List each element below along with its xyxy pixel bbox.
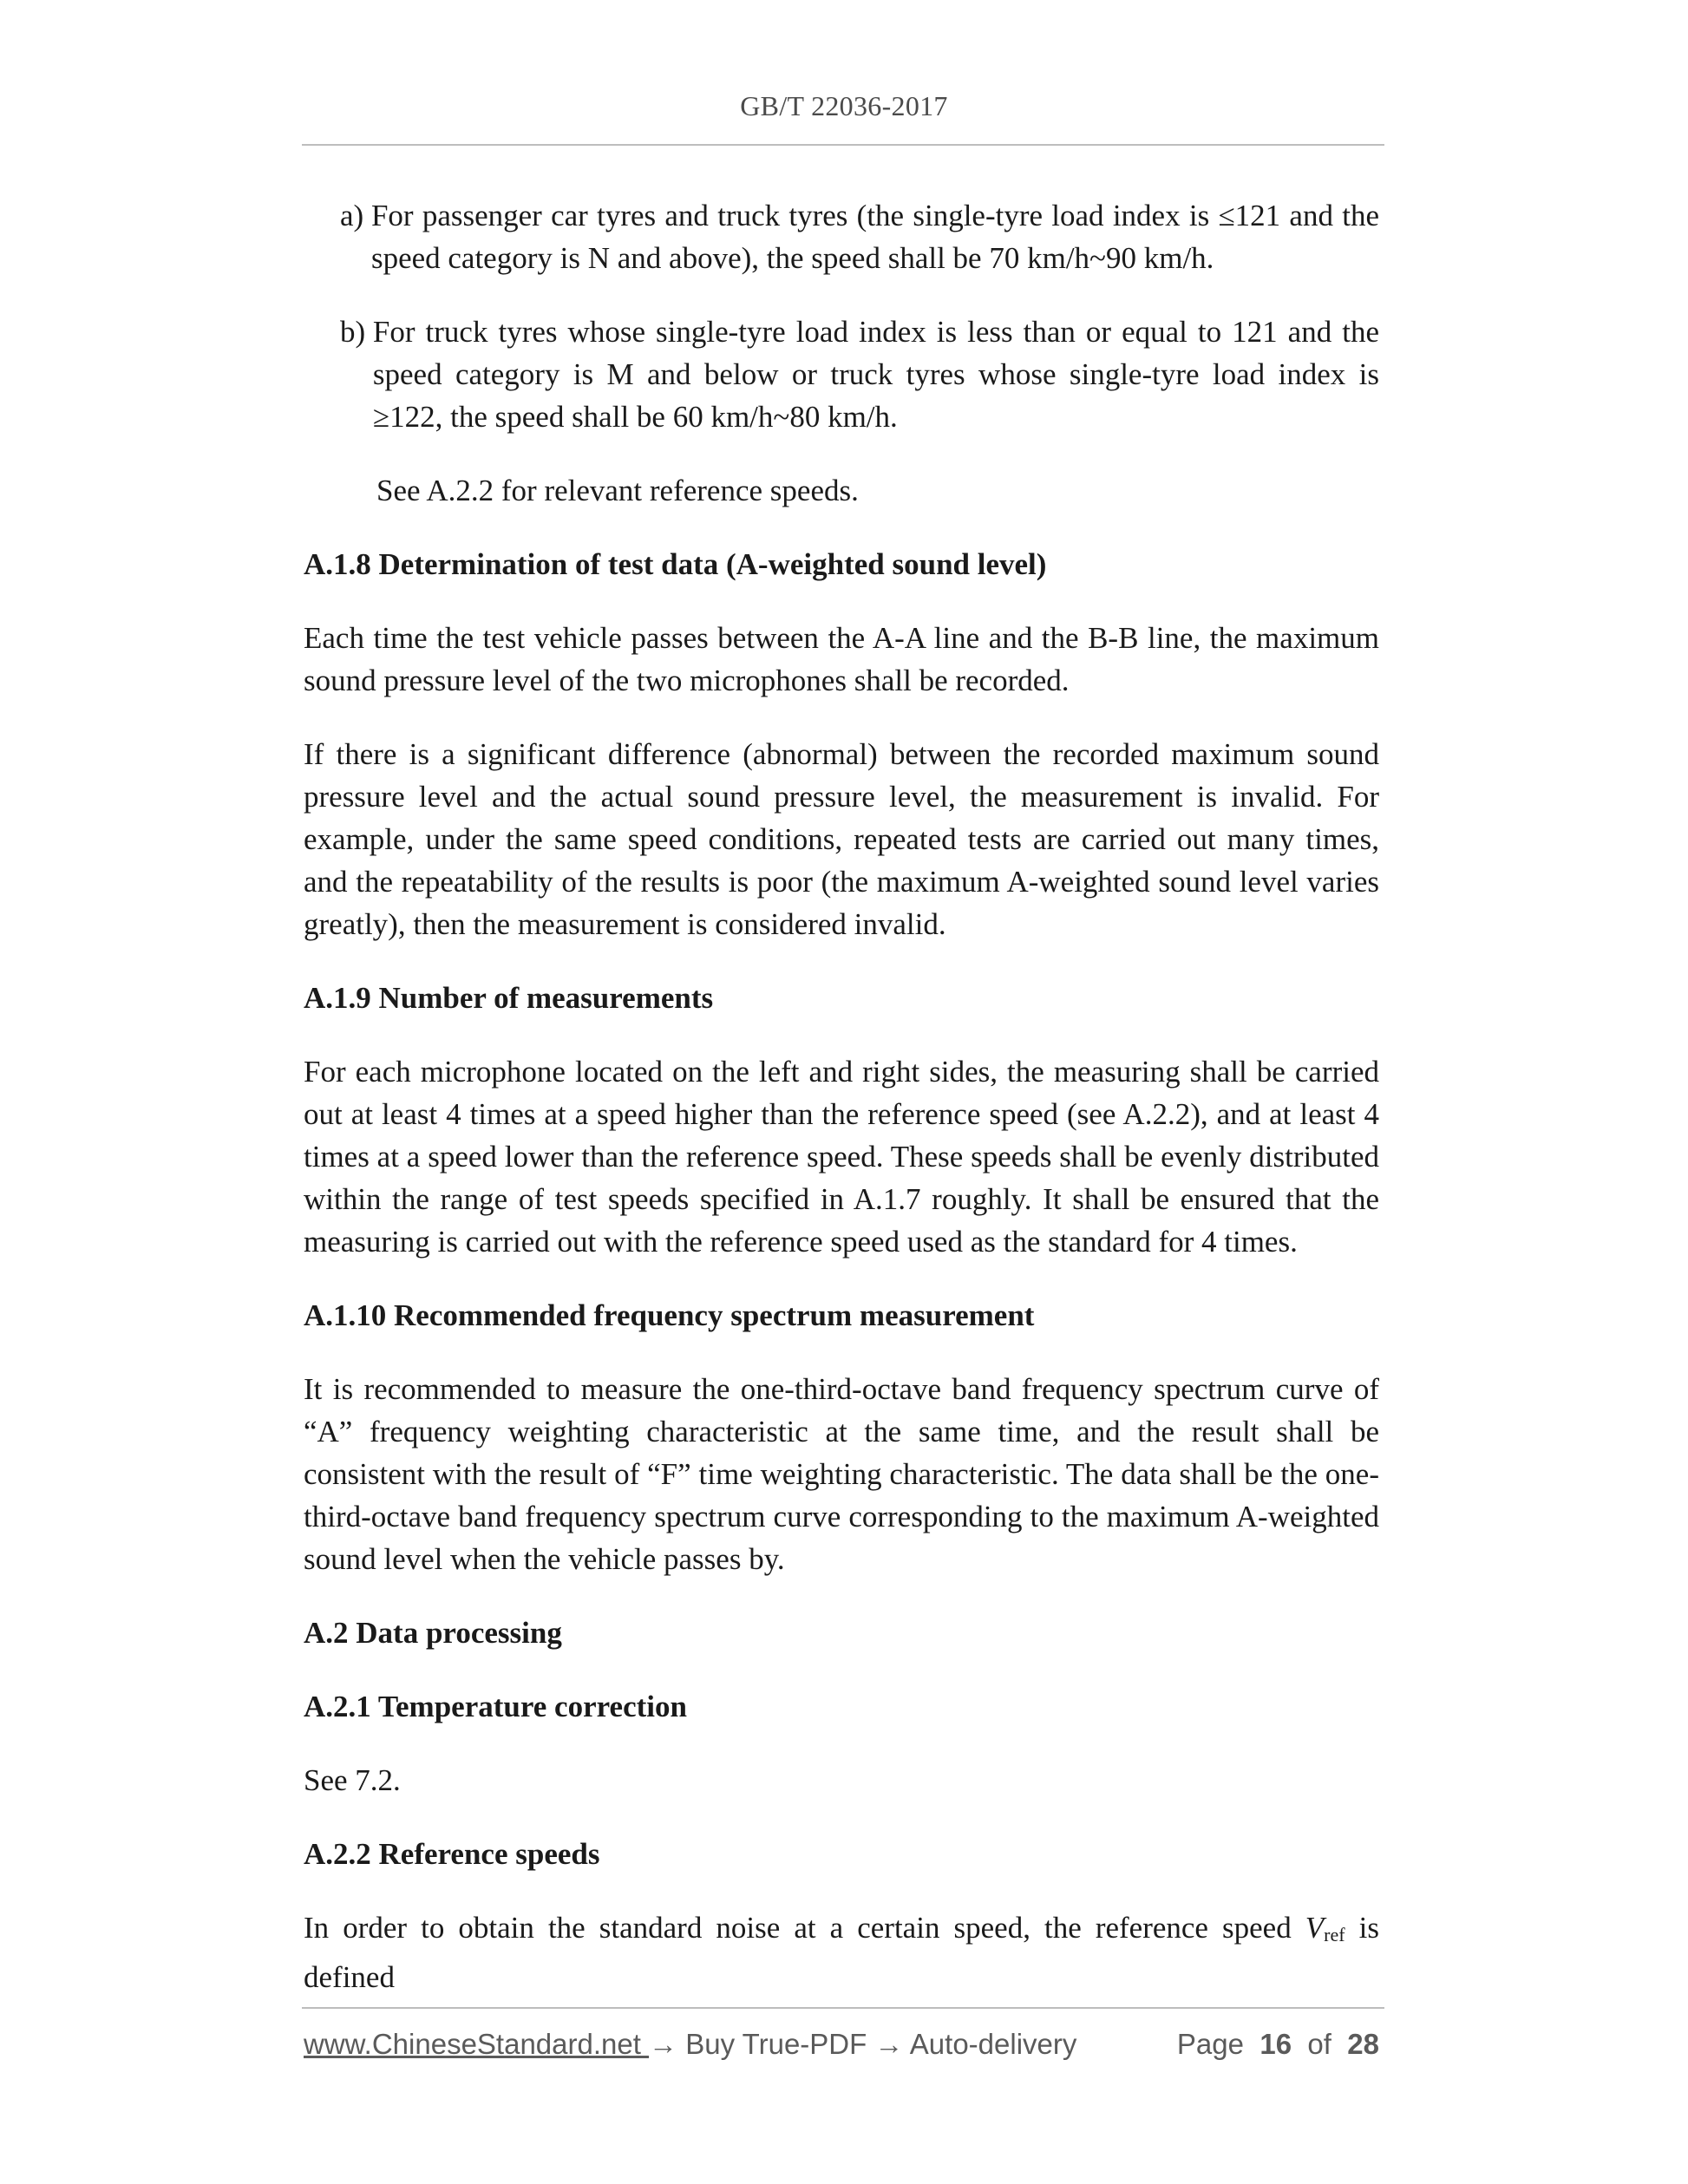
paragraph: See 7.2. (304, 1763, 401, 1797)
footer-delivery-text: Auto-delivery (903, 2028, 1077, 2060)
section-heading-a21: A.2.1 Temperature correction (304, 1690, 687, 1723)
reference-note: See A.2.2 for relevant reference speeds. (376, 474, 859, 507)
list-item-a (340, 194, 1379, 279)
page-footer (304, 2023, 1379, 2066)
page-label: Page (1176, 2028, 1244, 2060)
variable-subscript: ref (1324, 1924, 1345, 1945)
section-heading-a18: A.1.8 Determination of test data (A-weighted sound level) (304, 547, 1047, 581)
list-item-b (340, 311, 1379, 438)
arrow-right-icon: → (649, 2028, 678, 2060)
footer-promo (304, 2023, 1076, 2066)
footer-divider (302, 2007, 1384, 2009)
section-heading-a19: A.1.9 Number of measurements (304, 981, 714, 1015)
text-run: In order to obtain the standard noise at a certain speed, the reference speed (304, 1911, 1305, 1945)
paragraph: It is recommended to measure the one-third-octave band frequency spectrum curve of “A” frequency weighting characteristic at the same time, and the result shall be consistent with the result of “F” time weighting characteristic. The data shall be the one-third-octave band frequency spectrum curve corresponding to the maximum A-weighted sound level when the vehicle passes by. (304, 1372, 1379, 1576)
list-item-text: For passenger car tyres and truck tyres (the single-tyre load index is ≤121 and the speed category is N and above), the speed shall be 70 km/h~90 km/h. (370, 199, 1379, 275)
page-content (304, 194, 1379, 2030)
paragraph-reference-speed (304, 1906, 1379, 1998)
document-header: GB/T 22036-2017 (740, 90, 948, 121)
text-run: is defined (304, 1911, 1379, 1994)
footer-buy-text: Buy True-PDF (677, 2028, 875, 2060)
of-label: of (1307, 2028, 1331, 2060)
section-heading-a2: A.2 Data processing (304, 1616, 562, 1650)
header-divider (302, 144, 1384, 146)
paragraph: Each time the test vehicle passes between the A-A line and the B-B line, the maximum sound pressure level of the two microphones shall be recorded. (304, 621, 1379, 697)
page-indicator (1177, 2023, 1379, 2066)
list-item-text: For truck tyres whose single-tyre load index is less than or equal to 121 and the speed category is M and below or truck tyres whose single-tyre load index is ≥122, the speed shall be 60 km/h~80 km/h. (372, 315, 1379, 434)
list-marker: a) (340, 199, 371, 232)
paragraph: If there is a significant difference (abnormal) between the recorded maximum sound pressure level and the actual sound pressure level, the measurement is invalid. For example, under the same speed conditions, repeated tests are carried out many times, and the repeatability of the results is poor (the maximum A-weighted sound level varies greatly), then the measurement is considered invalid. (304, 737, 1379, 941)
page-total: 28 (1347, 2028, 1379, 2060)
website-link[interactable]: www.ChineseStandard.net (304, 2028, 650, 2060)
section-heading-a22: A.2.2 Reference speeds (304, 1837, 600, 1871)
paragraph: For each microphone located on the left and right sides, the measuring shall be carried out at least 4 times at a speed higher than the reference speed (see A.2.2), and at least 4 times at a speed lower than the reference speed. These speeds shall be evenly distributed within the range of test speeds specified in A.1.7 roughly. It shall be ensured that the measuring is carried out with the reference speed used as the standard for 4 times. (304, 1055, 1379, 1259)
section-heading-a110: A.1.10 Recommended frequency spectrum measurement (304, 1298, 1035, 1332)
list-marker: b) (340, 315, 373, 349)
variable-v: V (1305, 1911, 1325, 1945)
arrow-right-icon: → (874, 2028, 904, 2060)
page-number: 16 (1259, 2028, 1292, 2060)
